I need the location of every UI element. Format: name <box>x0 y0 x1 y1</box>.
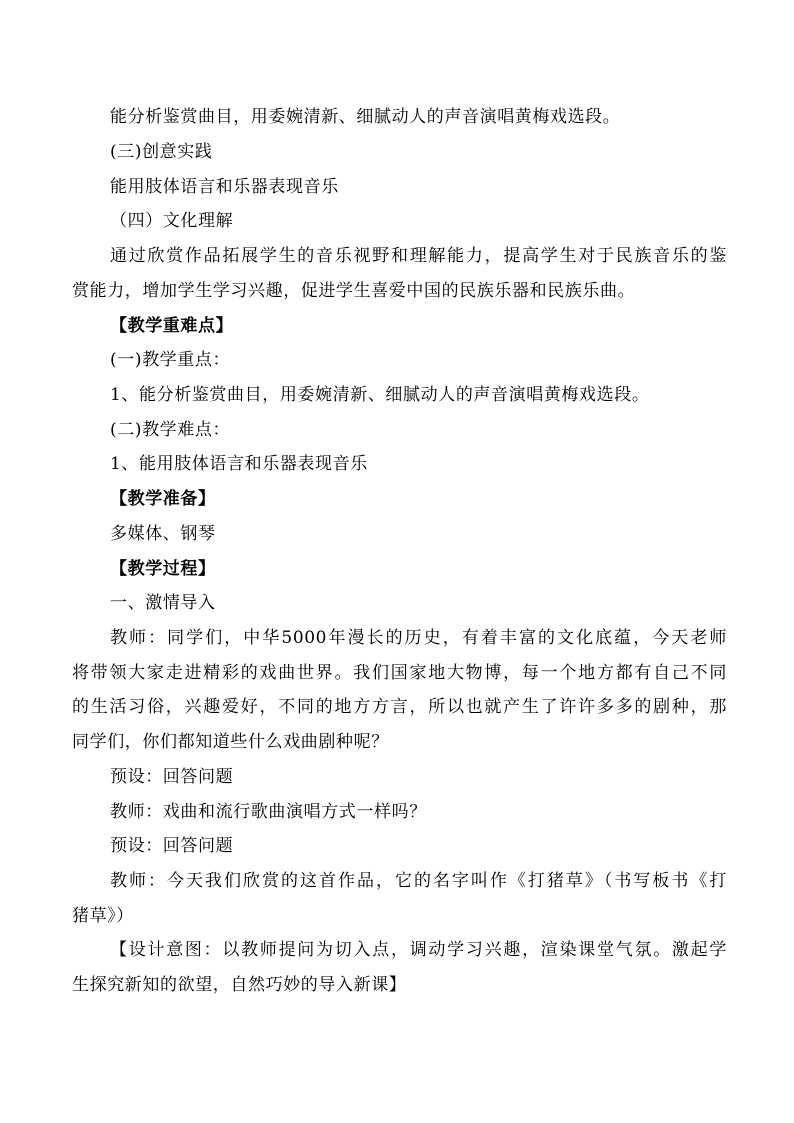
heading-key-points: 【教学重难点】 <box>110 316 234 336</box>
subheading-difficult-point: (二)教学难点： <box>110 420 231 440</box>
objective-skill-text: 能分析鉴赏曲目，用委婉清新、细腻动人的声音演唱黄梅戏选段。 <box>110 107 621 127</box>
teacher-question: 教师：戏曲和流行歌曲演唱方式一样吗？ <box>110 802 427 822</box>
teacher-paragraph-line-3: 的生活习俗，兴趣爱好，不同的地方方言，所以也就产生了许许多多的剧种，那 <box>72 697 727 717</box>
creative-practice-text: 能用肢体语言和乐器表现音乐 <box>110 177 339 197</box>
key-point-item: 1、能分析鉴赏曲目，用委婉清新、细腻动人的声音演唱黄梅戏选段。 <box>110 385 650 405</box>
step-heading-intro: 一、激情导入 <box>110 593 216 613</box>
design-intent-line-2: 生探究新知的欲望，自然巧妙的导入新课】 <box>72 975 407 995</box>
teacher-paragraph-line-2: 将带领大家走进精彩的戏曲世界。我们国家地大物博，每一个地方都有自己不同 <box>72 663 727 683</box>
teacher-intro-work: 教师：今天我们欣赏的这首作品，它的名字叫作《打猪草》（书写板书《打 <box>110 871 727 891</box>
section-heading-cultural-understanding: （四）文化理解 <box>110 211 234 231</box>
difficult-point-item: 1、能用肢体语言和乐器表现音乐 <box>110 454 368 474</box>
preset-answer-2: 预设：回答问题 <box>110 836 234 856</box>
preparation-text: 多媒体、钢琴 <box>110 524 216 544</box>
heading-teaching-process: 【教学过程】 <box>110 559 216 579</box>
section-heading-creative-practice: (三)创意实践 <box>110 142 213 162</box>
heading-preparation: 【教学准备】 <box>110 489 216 509</box>
design-intent-line-1: 【设计意图：以教师提问为切入点，调动学习兴趣，渲染课堂气氛。激起学 <box>110 940 727 960</box>
subheading-key-point: (一)教学重点： <box>110 350 231 370</box>
cultural-understanding-text: 通过欣赏作品拓展学生的音乐视野和理解能力，提高学生对于民族音乐的鉴 <box>110 246 727 266</box>
teacher-paragraph-line-4: 同学们，你们都知道些什么戏曲剧种呢？ <box>72 732 389 752</box>
preset-answer-1: 预设：回答问题 <box>110 767 234 787</box>
teacher-paragraph-line-1: 教师：同学们，中华5000年漫长的历史，有着丰富的文化底蕴，今天老师 <box>110 628 727 648</box>
teacher-intro-work-cont: 猪草》） <box>72 906 134 926</box>
cultural-understanding-text-cont: 赏能力，增加学生学习兴趣，促进学生喜爱中国的民族乐器和民族乐曲。 <box>72 281 636 301</box>
